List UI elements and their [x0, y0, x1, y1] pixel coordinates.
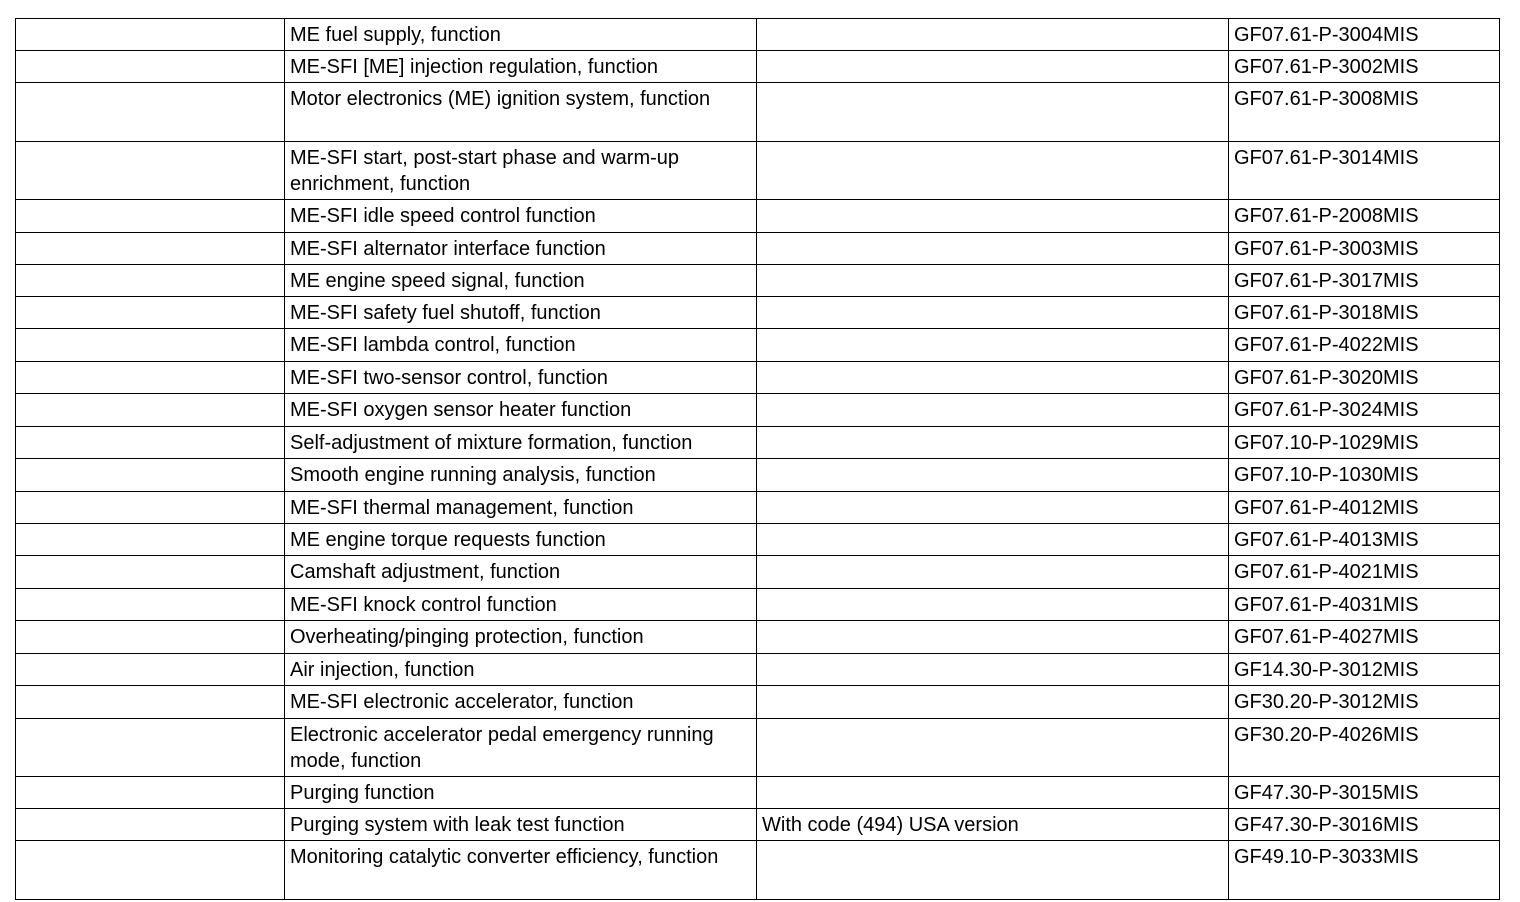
- function-title-cell: Air injection, function: [285, 654, 757, 686]
- section-cell: [16, 51, 285, 83]
- table-body: [16, 19, 1500, 900]
- function-title-cell: Self-adjustment of mixture formation, function: [285, 427, 757, 459]
- function-title-cell: ME-SFI electronic accelerator, function: [285, 686, 757, 719]
- table-row: [16, 297, 1500, 329]
- document-number-cell: GF07.61-P-3017MIS: [1229, 265, 1500, 297]
- condition-cell: [757, 654, 1229, 686]
- document-number-cell: GF30.20-P-3012MIS: [1229, 686, 1500, 719]
- function-title-cell: ME-SFI start, post-start phase and warm-up enrichment, function: [285, 142, 757, 200]
- condition-cell: [757, 265, 1229, 297]
- table-row: [16, 394, 1500, 427]
- table-row: [16, 524, 1500, 556]
- function-title-cell: ME-SFI [ME] injection regulation, function: [285, 51, 757, 83]
- section-cell: [16, 394, 285, 427]
- function-title-cell: Motor electronics (ME) ignition system, function: [285, 83, 757, 142]
- section-cell: [16, 589, 285, 621]
- function-title-cell: ME engine speed signal, function: [285, 265, 757, 297]
- condition-cell: [757, 200, 1229, 233]
- table-row: [16, 841, 1500, 900]
- document-number-cell: GF07.61-P-3018MIS: [1229, 297, 1500, 329]
- condition-cell: [757, 777, 1229, 809]
- function-title-cell: ME-SFI thermal management, function: [285, 492, 757, 524]
- function-title-cell: ME-SFI lambda control, function: [285, 329, 757, 362]
- document-number-cell: GF07.61-P-4012MIS: [1229, 492, 1500, 524]
- section-cell: [16, 686, 285, 719]
- document-number-cell: GF07.61-P-3008MIS: [1229, 83, 1500, 142]
- section-cell: [16, 19, 285, 51]
- section-cell: [16, 83, 285, 142]
- document-number-cell: GF07.61-P-4031MIS: [1229, 589, 1500, 621]
- table-row: [16, 809, 1500, 841]
- section-cell: [16, 233, 285, 265]
- section-cell: [16, 719, 285, 777]
- document-number-cell: GF30.20-P-4026MIS: [1229, 719, 1500, 777]
- section-cell: [16, 297, 285, 329]
- condition-cell: [757, 51, 1229, 83]
- table-row: [16, 362, 1500, 394]
- table-row: [16, 621, 1500, 654]
- section-cell: [16, 654, 285, 686]
- document-number-cell: GF07.10-P-1029MIS: [1229, 427, 1500, 459]
- condition-cell: [757, 589, 1229, 621]
- document-number-cell: GF14.30-P-3012MIS: [1229, 654, 1500, 686]
- function-title-cell: Overheating/pinging protection, function: [285, 621, 757, 654]
- condition-cell: [757, 233, 1229, 265]
- condition-cell: [757, 459, 1229, 492]
- function-title-cell: Camshaft adjustment, function: [285, 556, 757, 589]
- condition-cell: [757, 556, 1229, 589]
- function-title-cell: ME-SFI knock control function: [285, 589, 757, 621]
- condition-cell: [757, 841, 1229, 900]
- table-row: [16, 51, 1500, 83]
- document-number-cell: GF47.30-P-3015MIS: [1229, 777, 1500, 809]
- table-row: [16, 265, 1500, 297]
- table-row: [16, 589, 1500, 621]
- section-cell: [16, 265, 285, 297]
- condition-cell: [757, 297, 1229, 329]
- document-number-cell: GF07.61-P-3014MIS: [1229, 142, 1500, 200]
- table-row: [16, 492, 1500, 524]
- table-row: [16, 200, 1500, 233]
- condition-cell: [757, 524, 1229, 556]
- section-cell: [16, 200, 285, 233]
- document-number-cell: GF07.10-P-1030MIS: [1229, 459, 1500, 492]
- section-cell: [16, 809, 285, 841]
- table-row: [16, 686, 1500, 719]
- function-title-cell: Monitoring catalytic converter efficiency, function: [285, 841, 757, 900]
- function-title-cell: ME-SFI idle speed control function: [285, 200, 757, 233]
- condition-cell: [757, 621, 1229, 654]
- condition-cell: [757, 427, 1229, 459]
- table-row: [16, 459, 1500, 492]
- condition-cell: With code (494) USA version: [757, 809, 1229, 841]
- function-title-cell: Purging function: [285, 777, 757, 809]
- section-cell: [16, 142, 285, 200]
- function-title-cell: ME-SFI two-sensor control, function: [285, 362, 757, 394]
- function-title-cell: ME engine torque requests function: [285, 524, 757, 556]
- document-number-cell: GF49.10-P-3033MIS: [1229, 841, 1500, 900]
- table-row: [16, 777, 1500, 809]
- table-row: [16, 556, 1500, 589]
- table-row: [16, 329, 1500, 362]
- function-title-cell: ME-SFI safety fuel shutoff, function: [285, 297, 757, 329]
- condition-cell: [757, 329, 1229, 362]
- function-title-cell: Electronic accelerator pedal emergency running mode, function: [285, 719, 757, 777]
- condition-cell: [757, 19, 1229, 51]
- function-title-cell: ME-SFI alternator interface function: [285, 233, 757, 265]
- document-number-cell: GF07.61-P-4021MIS: [1229, 556, 1500, 589]
- function-title-cell: ME-SFI oxygen sensor heater function: [285, 394, 757, 427]
- document-number-cell: GF47.30-P-3016MIS: [1229, 809, 1500, 841]
- function-reference-table: [15, 18, 1500, 900]
- section-cell: [16, 621, 285, 654]
- section-cell: [16, 362, 285, 394]
- condition-cell: [757, 362, 1229, 394]
- document-number-cell: GF07.61-P-4027MIS: [1229, 621, 1500, 654]
- document-number-cell: GF07.61-P-3003MIS: [1229, 233, 1500, 265]
- condition-cell: [757, 719, 1229, 777]
- section-cell: [16, 524, 285, 556]
- table-row: [16, 83, 1500, 142]
- section-cell: [16, 329, 285, 362]
- document-number-cell: GF07.61-P-3024MIS: [1229, 394, 1500, 427]
- document-number-cell: GF07.61-P-3020MIS: [1229, 362, 1500, 394]
- function-title-cell: Smooth engine running analysis, function: [285, 459, 757, 492]
- table-row: [16, 19, 1500, 51]
- table-row: [16, 719, 1500, 777]
- condition-cell: [757, 492, 1229, 524]
- document-number-cell: GF07.61-P-2008MIS: [1229, 200, 1500, 233]
- document-number-cell: GF07.61-P-3002MIS: [1229, 51, 1500, 83]
- document-number-cell: GF07.61-P-4013MIS: [1229, 524, 1500, 556]
- section-cell: [16, 777, 285, 809]
- table-row: [16, 654, 1500, 686]
- condition-cell: [757, 83, 1229, 142]
- table-row: [16, 142, 1500, 200]
- table-row: [16, 233, 1500, 265]
- section-cell: [16, 841, 285, 900]
- condition-cell: [757, 394, 1229, 427]
- section-cell: [16, 556, 285, 589]
- section-cell: [16, 459, 285, 492]
- condition-cell: [757, 686, 1229, 719]
- function-title-cell: Purging system with leak test function: [285, 809, 757, 841]
- document-number-cell: GF07.61-P-4022MIS: [1229, 329, 1500, 362]
- function-title-cell: ME fuel supply, function: [285, 19, 757, 51]
- document-number-cell: GF07.61-P-3004MIS: [1229, 19, 1500, 51]
- section-cell: [16, 492, 285, 524]
- table-row: [16, 427, 1500, 459]
- section-cell: [16, 427, 285, 459]
- condition-cell: [757, 142, 1229, 200]
